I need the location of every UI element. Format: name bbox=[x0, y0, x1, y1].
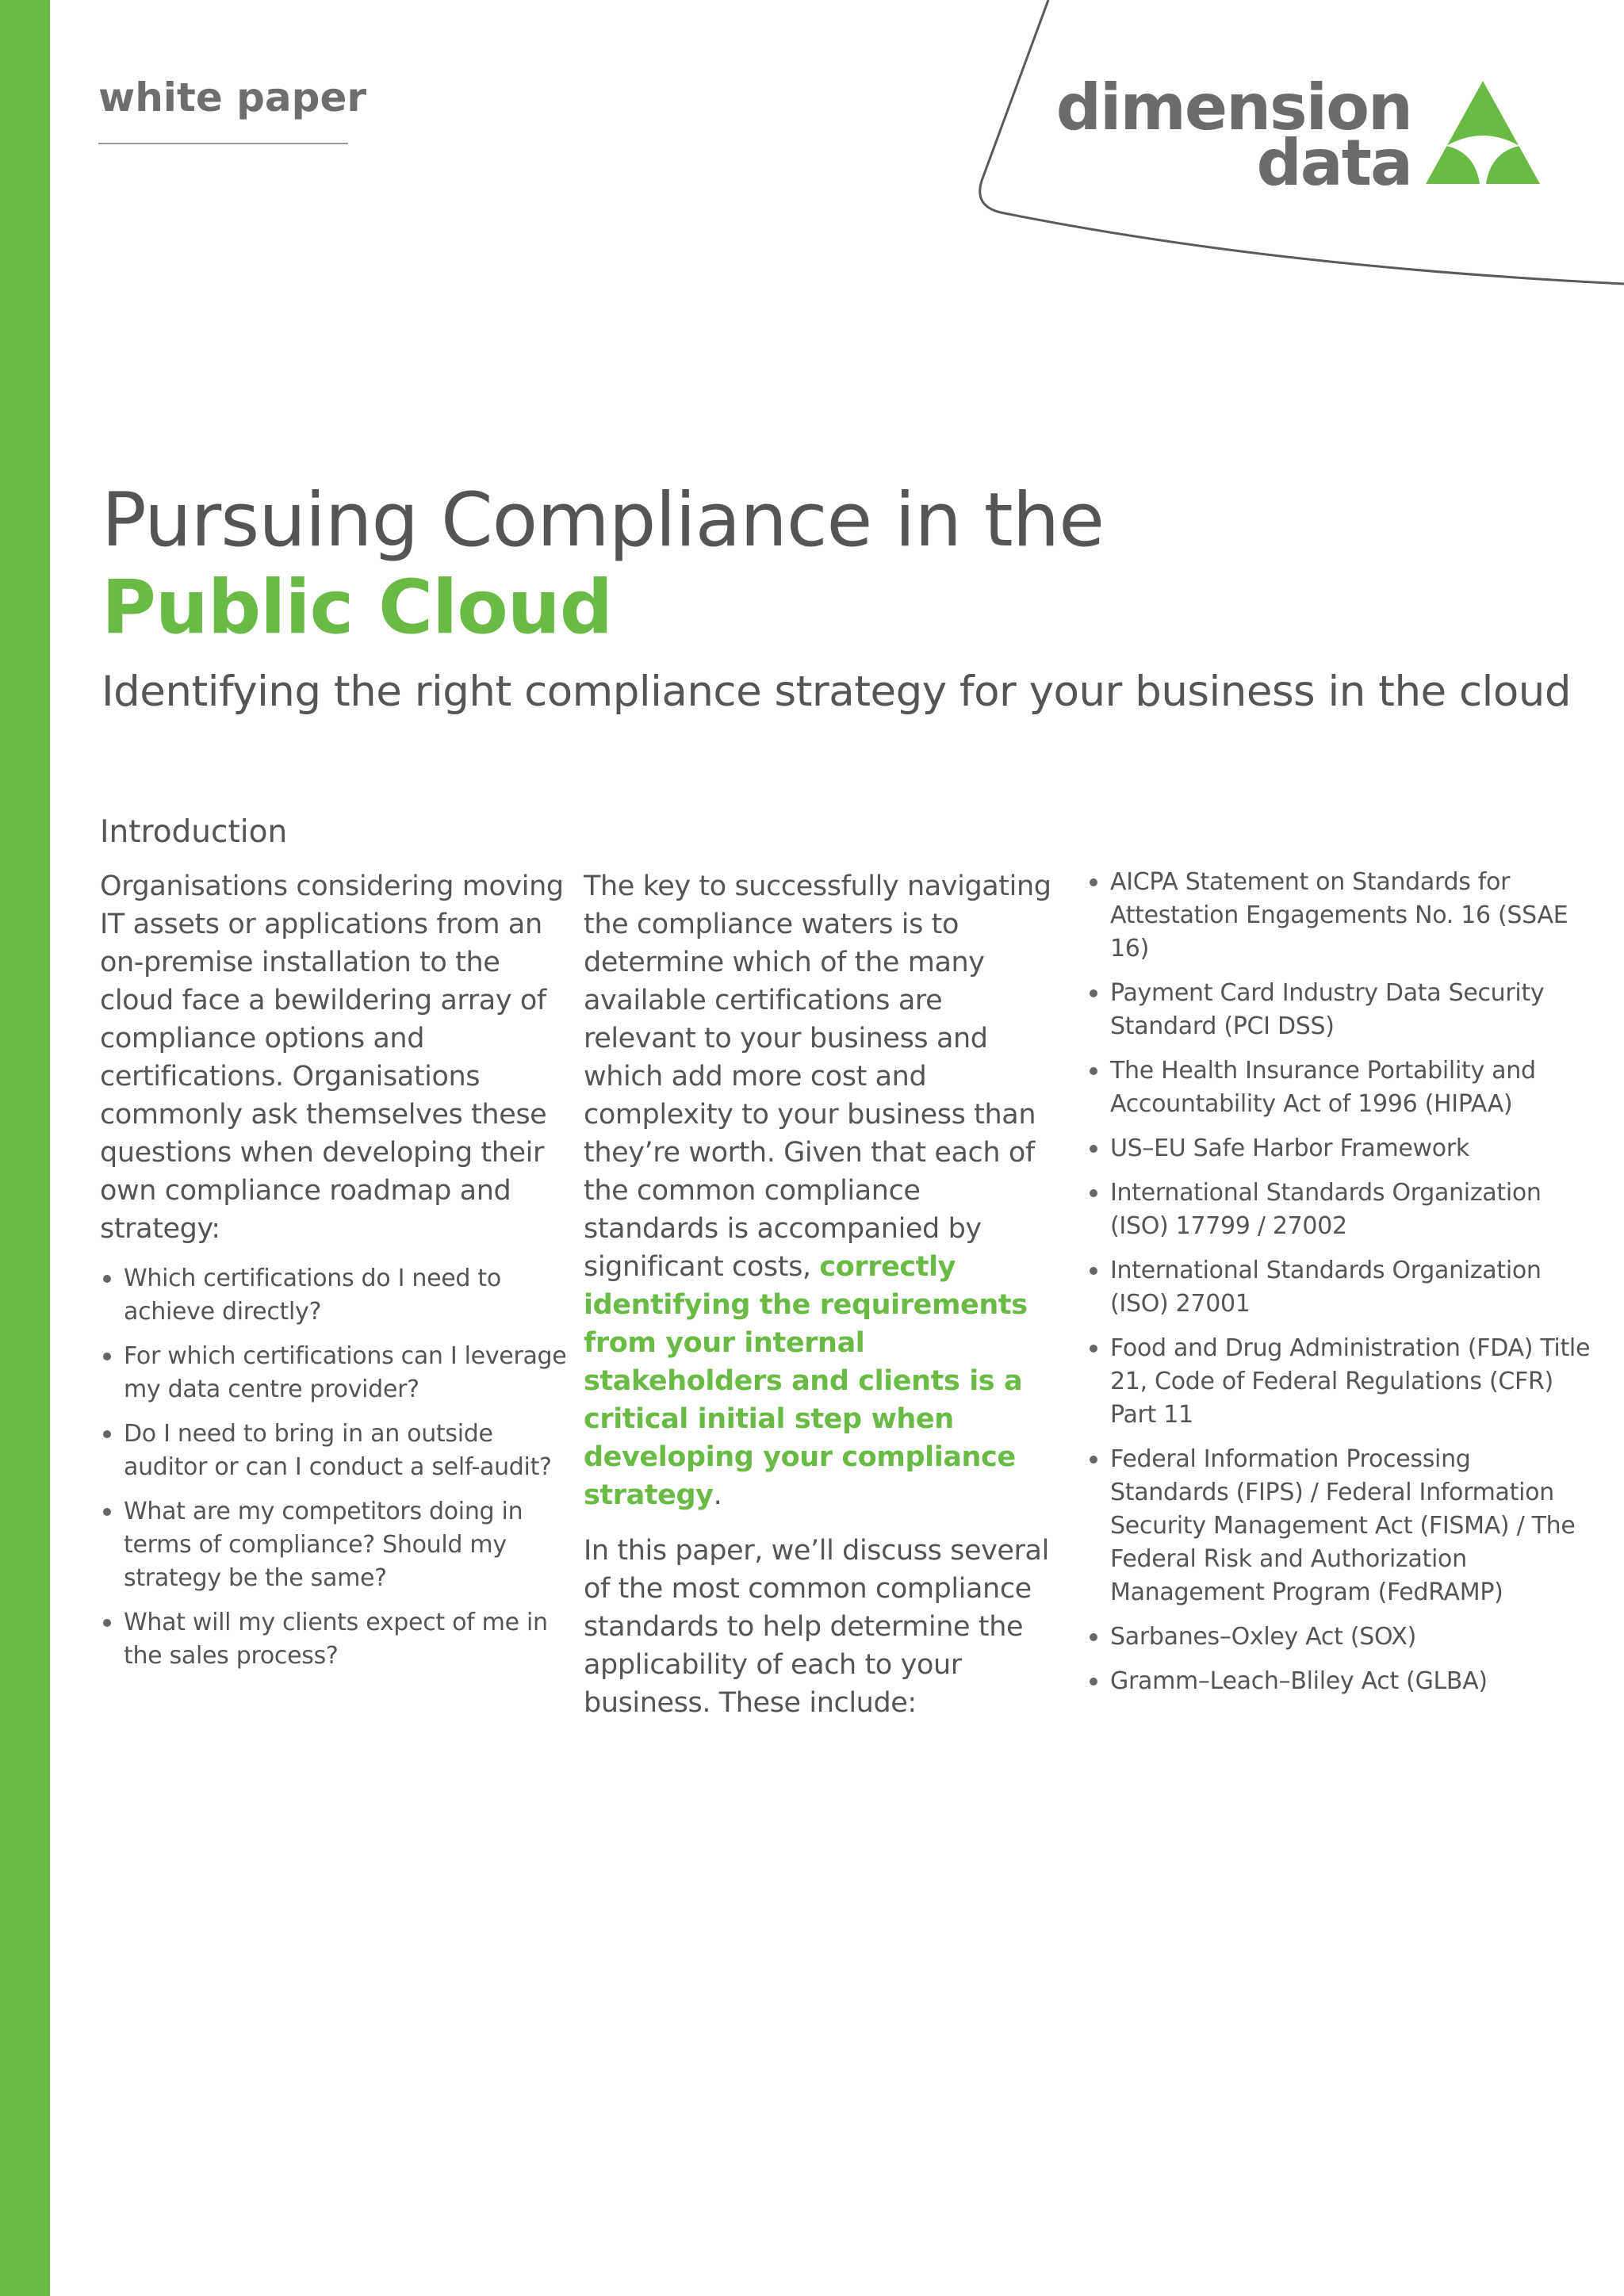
key-paragraph-end: . bbox=[713, 1479, 722, 1511]
page-title-line1: Pursuing Compliance in the bbox=[102, 477, 1105, 564]
list-item: Gramm–Leach–Bliley Act (GLBA) bbox=[1086, 1665, 1594, 1698]
column-3 bbox=[1086, 866, 1594, 1709]
list-item: US–EU Safe Harbor Framework bbox=[1086, 1132, 1594, 1165]
list-item: AICPA Statement on Standards for Attestation Engagements No. 16 (SSAE 16) bbox=[1086, 866, 1594, 966]
intro-paragraph: Organisations considering moving IT assets or applications from an on-premise installation to the cloud face a bewildering array of compliance options and certifications. Organisations commonly ask themselves these questions when developing their own compliance roadmap and strategy: bbox=[100, 871, 564, 1245]
list-item: What are my competitors doing in terms of compliance? Should my strategy be the same? bbox=[100, 1495, 568, 1595]
column-2 bbox=[584, 867, 1051, 1732]
list-item: For which certifications can I leverage my data centre provider? bbox=[100, 1340, 568, 1406]
list-item: International Standards Organization (ISO) 17799 / 27002 bbox=[1086, 1177, 1594, 1243]
list-item: Sarbanes–Oxley Act (SOX) bbox=[1086, 1621, 1594, 1654]
page-title-line2: Public Cloud bbox=[102, 564, 612, 651]
key-paragraph-text: The key to successfully navigating the compliance waters is to determine which of the many available certifications are relevant to your business and which add more cost and complexity to your business than they’re worth. Given that each of the common compliance standards is accompanied by significant costs, bbox=[584, 871, 1051, 1283]
list-item: What will my clients expect of me in the sales process? bbox=[100, 1606, 568, 1673]
label-underline bbox=[98, 143, 348, 144]
key-paragraph-highlight: correctly identifying the requirements from your internal stakeholders and clients is a critical initial step when developing your compliance strategy bbox=[584, 1251, 1028, 1511]
list-item: Do I need to bring in an outside auditor or can I conduct a self-audit? bbox=[100, 1418, 568, 1484]
scope-paragraph: In this paper, we’ll discuss several of the most common compliance standards to help determine the applicability of each to your business. These include: bbox=[584, 1535, 1049, 1719]
left-accent-bar bbox=[0, 0, 50, 2296]
document-type-label: white paper bbox=[98, 75, 367, 121]
column-1 bbox=[100, 867, 568, 1684]
list-item: Which certifications do I need to achieve directly? bbox=[100, 1262, 568, 1329]
list-item: Payment Card Industry Data Security Standard (PCI DSS) bbox=[1086, 977, 1594, 1043]
list-item: International Standards Organization (ISO) 27001 bbox=[1086, 1254, 1594, 1321]
section-heading-introduction: Introduction bbox=[100, 814, 288, 850]
dimension-data-triangle-icon bbox=[1424, 79, 1542, 186]
logo-text-dimension: dimension bbox=[1055, 71, 1411, 144]
question-list bbox=[100, 1262, 568, 1673]
list-item: The Health Insurance Portability and Accountability Act of 1996 (HIPAA) bbox=[1086, 1054, 1594, 1121]
key-paragraph bbox=[584, 867, 1051, 1514]
standards-list bbox=[1086, 866, 1594, 1698]
list-item: Federal Information Processing Standards (FIPS) / Federal Information Security Management Act (FISMA) / The Federal Risk and Authorization Management Program (FedRAMP) bbox=[1086, 1443, 1594, 1609]
list-item: Food and Drug Administration (FDA) Title 21, Code of Federal Regulations (CFR) Part 11 bbox=[1086, 1332, 1594, 1432]
logo-text-data: data bbox=[1256, 126, 1411, 200]
page-subtitle: Identifying the right compliance strategy for your business in the cloud bbox=[102, 668, 1572, 716]
